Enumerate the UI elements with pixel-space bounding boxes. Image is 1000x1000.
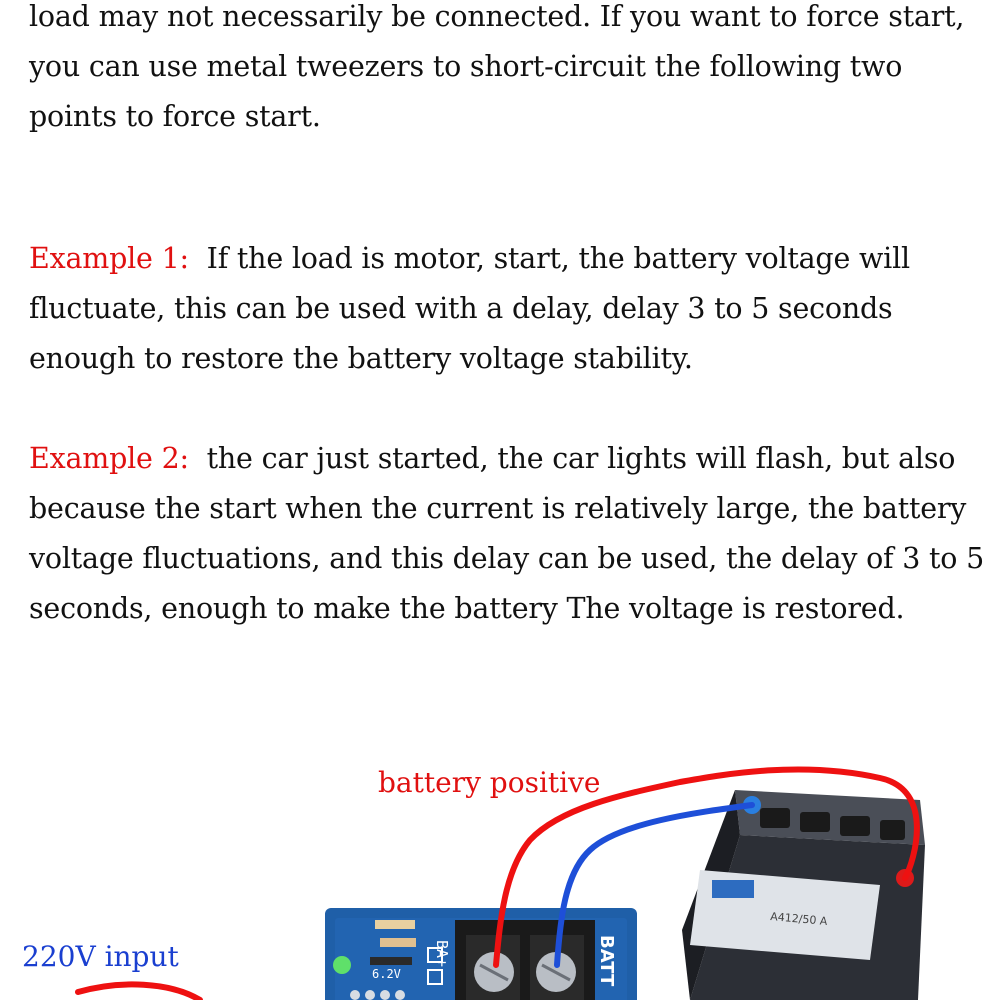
led-indicator	[333, 956, 351, 974]
resistor	[375, 920, 415, 929]
example-2-label: Example 2:	[29, 442, 189, 475]
screw-terminal-block	[455, 920, 595, 1000]
example-2-paragraph	[29, 434, 997, 634]
input-wire	[78, 984, 200, 1000]
example-1-text: If the load is motor, start, the battery voltage will fluctuate, this can be used with a delay, delay 3 to 5 seconds enough to restore the battery voltage stability.	[29, 242, 910, 375]
battery-positive-label: battery positive	[378, 766, 601, 799]
resistor	[380, 938, 416, 947]
intro-text: load may not necessarily be connected. If you want to force start, you can use metal tweezers to short-circuit the following two points to force start.	[29, 0, 965, 133]
board-ba-label: BA+	[433, 940, 451, 968]
intro-paragraph	[29, 0, 997, 142]
example-1-label: Example 1:	[29, 242, 189, 275]
battery-image	[682, 790, 925, 1000]
board-voltage-label: 6.2V	[372, 967, 401, 981]
example-1-paragraph	[29, 234, 997, 384]
battery-model-text: A412/50 A	[769, 910, 828, 928]
input-voltage-label: 220V input	[22, 940, 179, 973]
diode	[370, 957, 412, 965]
board-batt-label: BATT	[596, 935, 617, 987]
example-2-text: the car just started, the car lights will flash, but also because the start when the current is relatively large, the battery voltage fluctuations, and this delay can be used, the delay of 3 to 5 seconds, enough to make the battery The voltage is restored.	[29, 442, 985, 625]
circuit-board	[325, 908, 637, 1000]
